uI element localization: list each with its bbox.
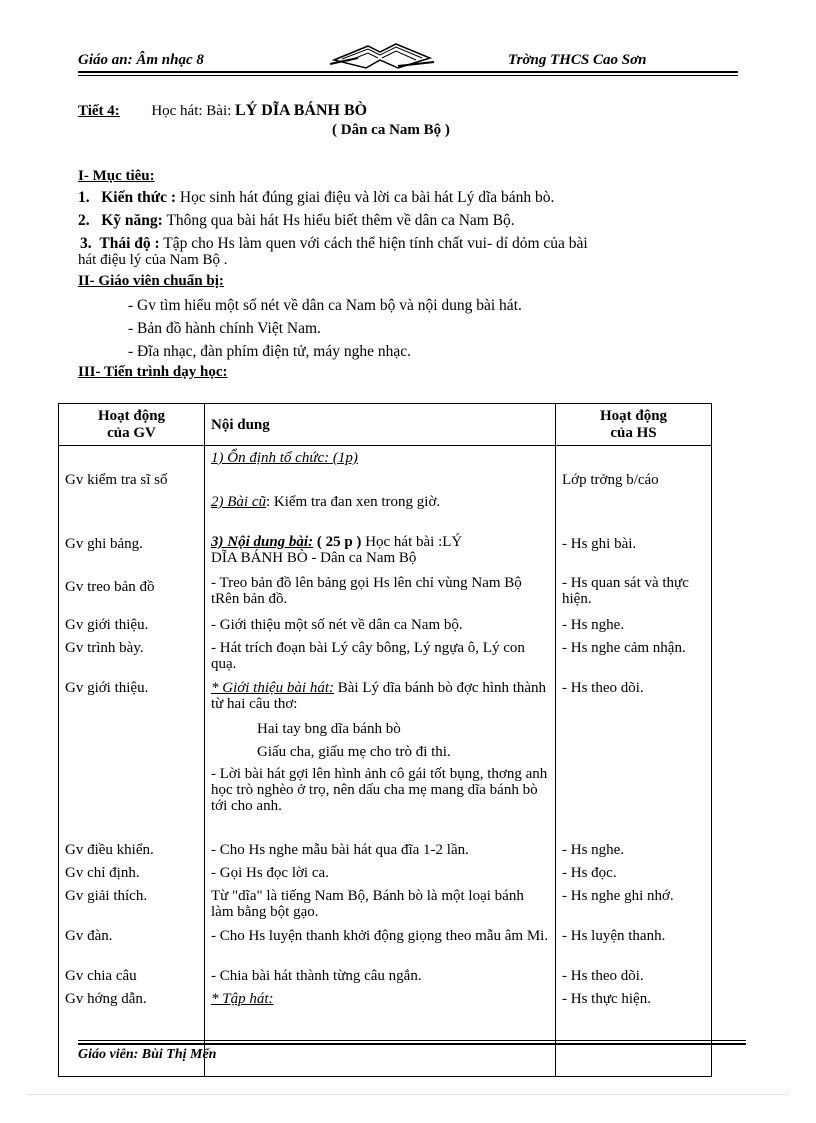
- hs-column: [556, 446, 712, 1077]
- content-text: - Hát trích đoạn bài Lý cây bông, Lý ngựa ô, Lý con quạ.: [211, 640, 525, 672]
- lesson-label: Tiết 4:: [78, 103, 120, 119]
- section-procedure-heading: III- Tiến trình dạy học:: [78, 364, 228, 380]
- hs-activity: - Hs đọc.: [562, 865, 617, 881]
- hs-activity: - Hs quan sát và thực hiện.: [562, 575, 689, 607]
- objective-item: [80, 235, 588, 253]
- objective-text: Thông qua bài hát Hs hiểu biết thêm về dân ca Nam Bộ.: [162, 212, 515, 229]
- content-new-lesson: 3) Nội dung bài: ( 25 p ) Học hát bài :LÝ DĨA BÁNH BÒ - Dân ca Nam Bộ: [211, 534, 463, 566]
- header-school: Trờng THCS Cao Sơn: [508, 52, 647, 68]
- page-edge: [28, 1094, 788, 1095]
- table-header-row: [59, 404, 712, 446]
- footer-rule-thin: [78, 1040, 746, 1041]
- header-rule-thin: [78, 75, 738, 76]
- content-practice: * Tập hát:: [211, 991, 274, 1007]
- content-text: Từ "dĩa" là tiếng Nam Bộ, Bánh bò là một loại bánh làm bằng bột gạo.: [211, 888, 524, 920]
- footer-rule: [78, 1043, 746, 1045]
- gv-activity: Gv chỉ định.: [65, 865, 140, 881]
- lesson-subtitle: ( Dân ca Nam Bộ ): [332, 122, 450, 138]
- header-hs: Hoạt động của HS: [556, 404, 712, 446]
- gv-activity: Gv treo bản đồ: [65, 579, 155, 595]
- content-text: - Chia bài hát thành từng câu ngắn.: [211, 968, 422, 984]
- hs-activity: Lớp trởng b/cáo: [562, 472, 659, 488]
- hs-activity: - Hs ghi bài.: [562, 536, 637, 552]
- content-text: - Gọi Hs đọc lời ca.: [211, 865, 329, 881]
- lesson-prefix: Học hát: Bài:: [151, 103, 232, 119]
- content-verse: Hai tay bng dĩa bánh bò: [257, 721, 401, 737]
- objective-item: [78, 212, 515, 230]
- header-gv: Hoạt động của GV: [59, 404, 205, 446]
- gv-column: [59, 446, 205, 1077]
- gv-activity: Gv kiểm tra sĩ số: [65, 472, 168, 488]
- lesson-title-row: [78, 102, 367, 120]
- gv-activity: Gv ghi bảng.: [65, 536, 143, 552]
- gv-activity: Gv hớng dẫn.: [65, 991, 147, 1007]
- content-intro: * Giới thiệu bài hát: Bài Lý dĩa bánh bò đợc hình thành từ hai câu thơ:: [211, 680, 547, 712]
- hs-activity: - Hs nghe.: [562, 617, 625, 633]
- gv-activity: Gv điều khiển.: [65, 842, 154, 858]
- footer-teacher: Giáo viên: Bùi Thị Mến: [78, 1047, 217, 1062]
- content-text: - Cho Hs nghe mẫu bài hát qua đĩa 1-2 lần.: [211, 842, 469, 858]
- objective-label: Kiến thức :: [101, 189, 176, 206]
- objective-number: 2.: [78, 212, 90, 229]
- hs-activity: - Hs luyện thanh.: [562, 928, 666, 944]
- gv-activity: Gv trình bày.: [65, 640, 144, 656]
- gv-activity: Gv chia câu: [65, 968, 137, 984]
- header-content: Nội dung: [205, 404, 556, 446]
- content-verse: Giấu cha, giấu mẹ cho trò đi thi.: [257, 744, 451, 760]
- section-preparation-heading: II- Giáo viên chuẩn bị:: [78, 273, 224, 289]
- hs-activity: - Hs nghe ghi nhớ.: [562, 888, 674, 904]
- content-stability: 1) Ổn định tổ chức: (1p): [211, 450, 358, 466]
- hs-activity: - Hs theo dõi.: [562, 968, 644, 984]
- content-note: - Lời bài hát gợi lên hình ảnh cô gái tốt bụng, thơng anh học trò nghèo ở trọ, nên dấu cha mẹ mang dĩa bánh bò tới cho anh.: [211, 766, 548, 814]
- content-text: - Cho Hs luyện thanh khởi động giọng theo mẫu âm Mi.: [211, 928, 549, 944]
- objective-text: Học sinh hát đúng giai điệu và lời ca bài hát Lý dĩa bánh bò.: [176, 189, 555, 206]
- gv-activity: Gv giới thiệu.: [65, 680, 149, 696]
- lesson-plan-table: [58, 403, 712, 1077]
- content-text: - Treo bản đồ lên bảng gọi Hs lên chỉ vùng Nam Bộ tRên bản đồ.: [211, 575, 522, 607]
- content-old-lesson: 2) Bài cũ: Kiểm tra đan xen trong giờ.: [211, 494, 441, 510]
- content-text: - Giới thiệu một số nét về dân ca Nam bộ.: [211, 617, 463, 633]
- gv-activity: Gv đàn.: [65, 928, 113, 944]
- book-logo-icon: [328, 38, 436, 75]
- hs-activity: - Hs nghe.: [562, 842, 625, 858]
- objective-label: Thái độ :: [99, 235, 160, 252]
- table-body-row: [59, 446, 712, 1077]
- objective-number: 3.: [80, 235, 92, 252]
- hs-activity: - Hs theo dõi.: [562, 680, 644, 696]
- gv-activity: Gv giới thiệu.: [65, 617, 149, 633]
- header-subject: Giáo an: Âm nhạc 8: [78, 52, 204, 68]
- objective-text-continued: hát điệu lý của Nam Bộ .: [78, 252, 228, 268]
- section-objectives-heading: I- Mục tiêu:: [78, 168, 155, 184]
- preparation-item: - Bản đồ hành chính Việt Nam.: [128, 320, 321, 337]
- content-column: [205, 446, 556, 1077]
- objective-text: Tập cho Hs làm quen với cách thể hiện tính chất vui- dí dỏm của bài: [159, 235, 588, 252]
- preparation-item: - Đĩa nhạc, đàn phím điện tử, máy nghe nhạc.: [128, 343, 412, 360]
- objective-label: Kỹ năng:: [101, 212, 163, 229]
- objective-number: 1.: [78, 189, 90, 206]
- preparation-item: - Gv tìm hiểu một số nét về dân ca Nam bộ và nội dung bài hát.: [128, 297, 522, 314]
- hs-activity: - Hs nghe cảm nhận.: [562, 640, 686, 656]
- gv-activity: Gv giải thích.: [65, 888, 148, 904]
- objective-item: [78, 189, 554, 207]
- header-rule: [78, 71, 738, 73]
- lesson-title: LÝ DĨA BÁNH BÒ: [235, 102, 368, 119]
- hs-activity: - Hs thực hiện.: [562, 991, 651, 1007]
